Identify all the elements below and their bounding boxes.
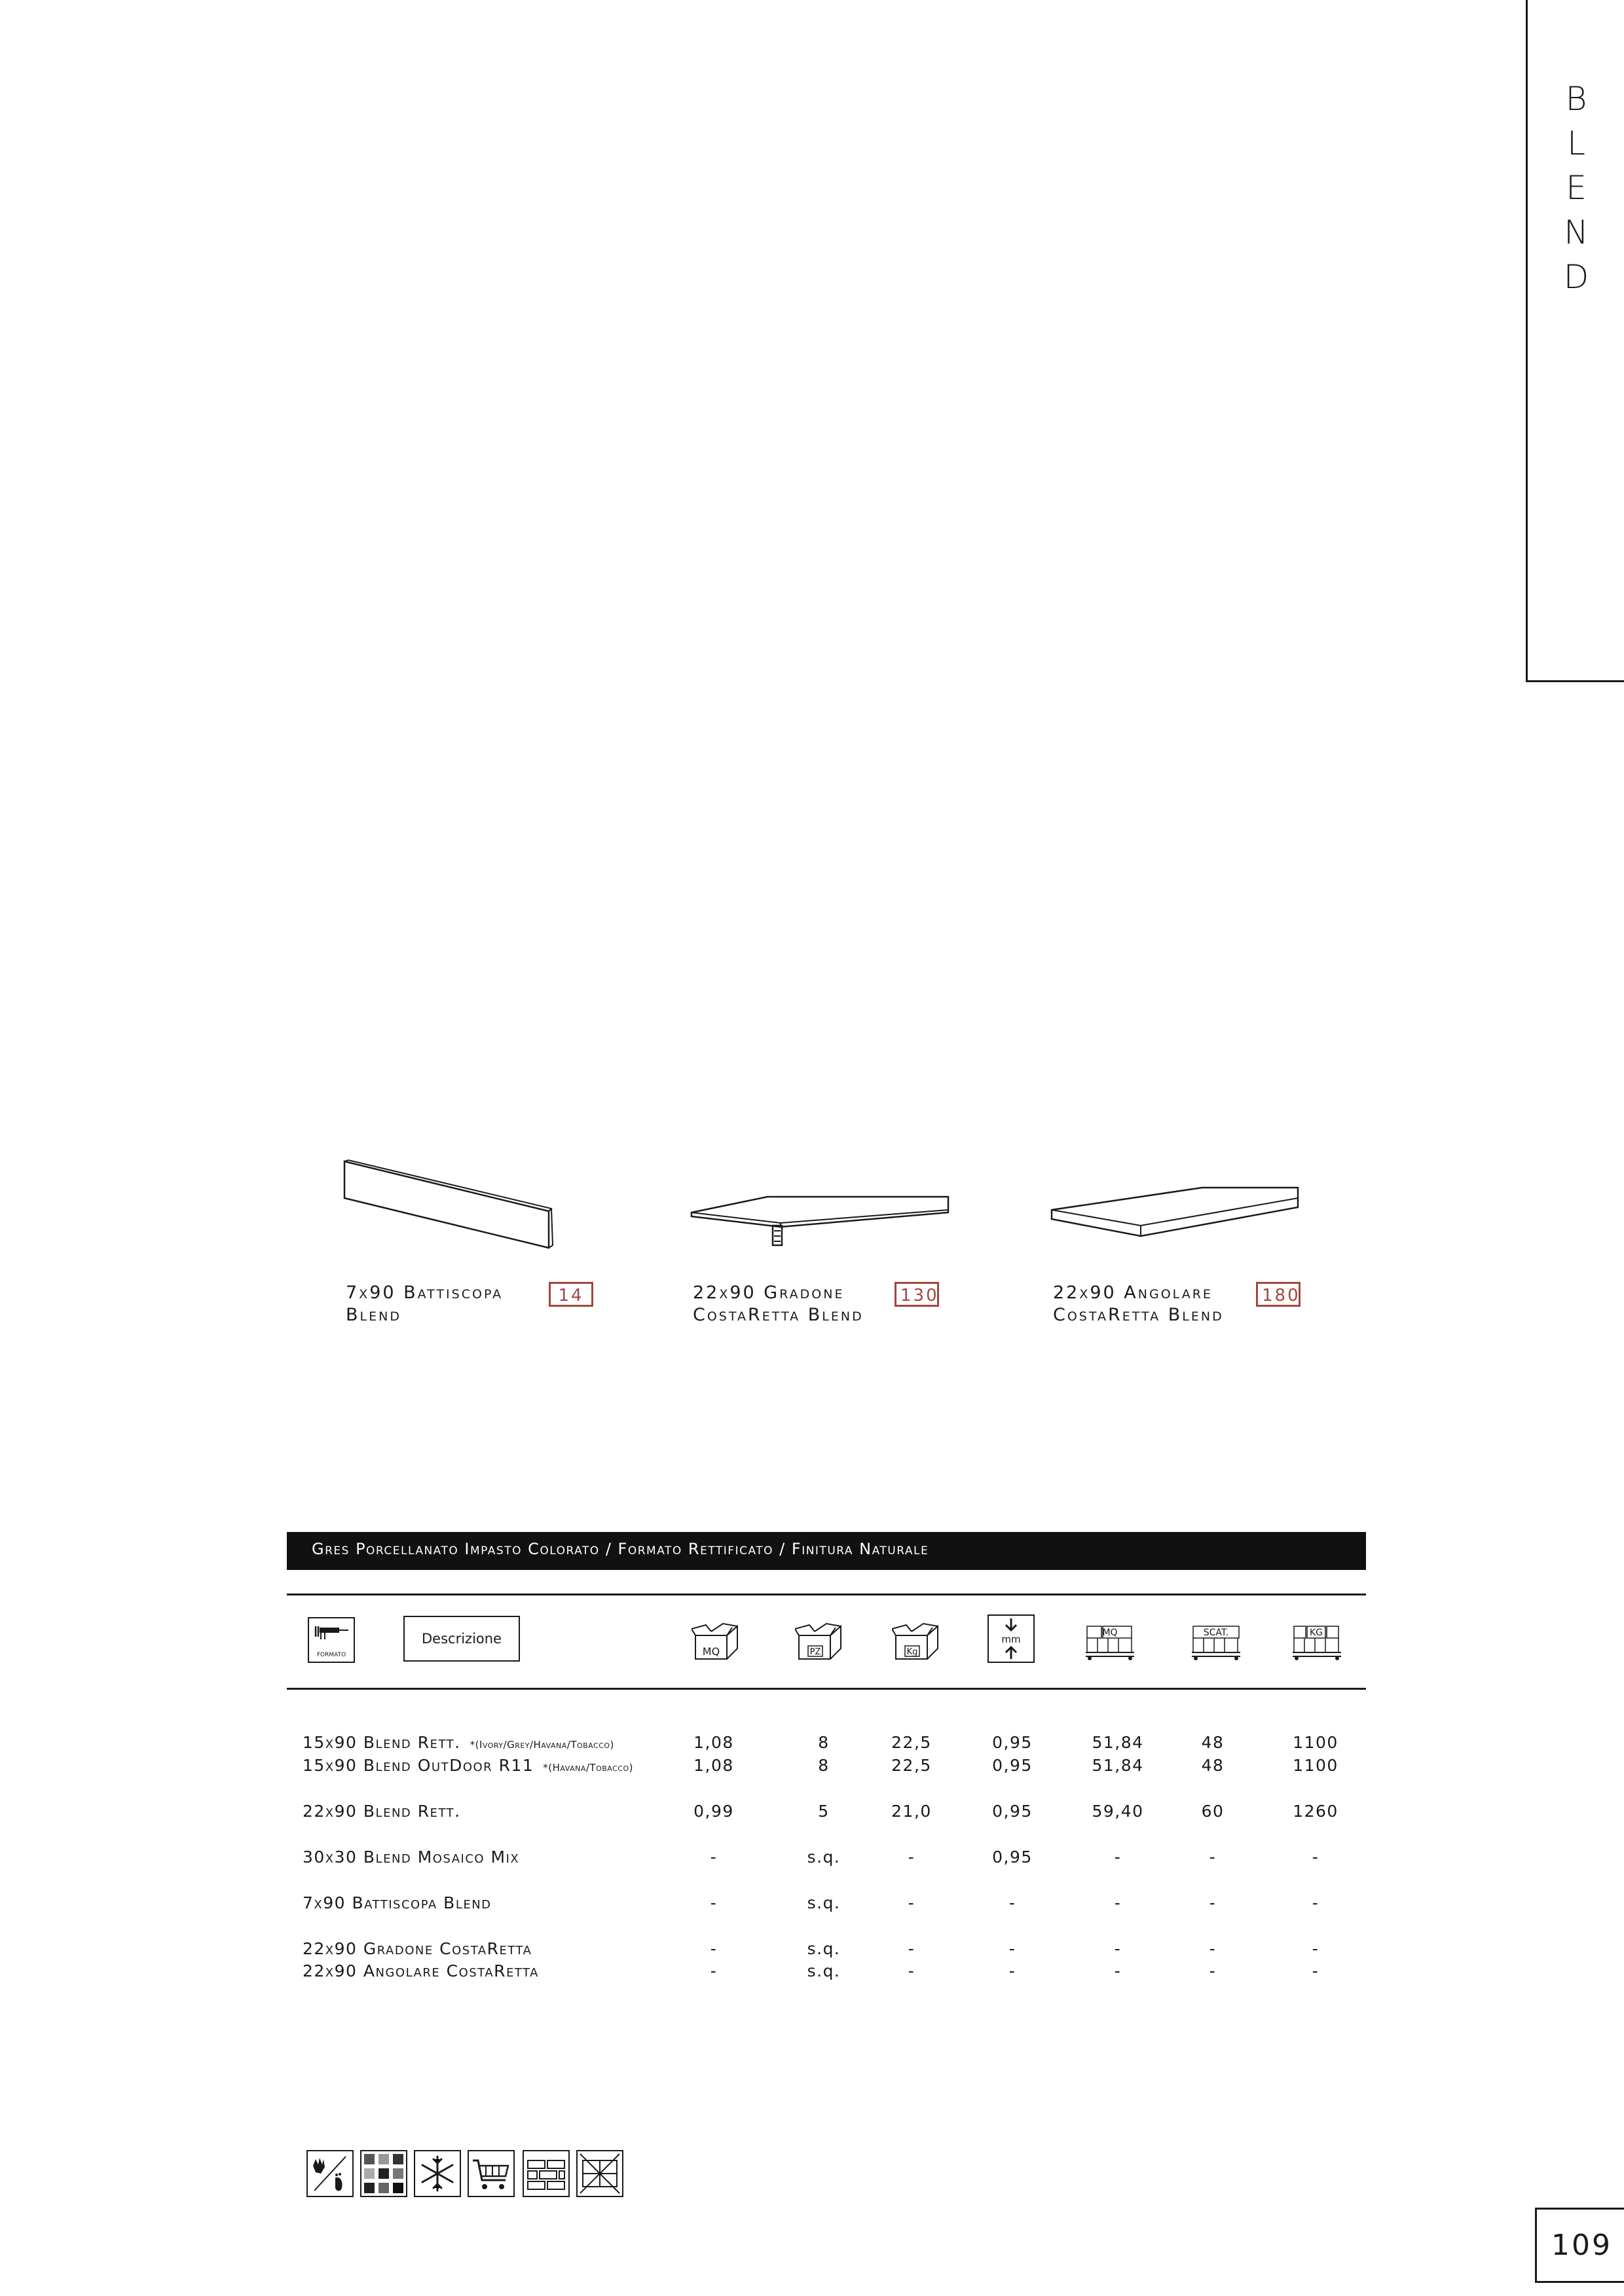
cell-pz: s.q. xyxy=(807,1939,841,1958)
table-row xyxy=(303,1800,1350,1823)
cell-kg: 22,5 xyxy=(891,1756,932,1775)
row-description: 22x90 Blend Rett. xyxy=(303,1802,461,1821)
row-description: 30x30 Blend Mosaico Mix xyxy=(303,1848,520,1867)
cell-kg: 21,0 xyxy=(891,1802,932,1821)
cell-mq: 1,08 xyxy=(693,1733,734,1752)
cell-mm: - xyxy=(1008,1961,1016,1980)
cell-pallet-scat: - xyxy=(1209,1893,1217,1912)
cell-kg: - xyxy=(908,1848,915,1867)
specification-banner xyxy=(287,1532,1366,1570)
table-row xyxy=(303,1732,1350,1754)
cell-pallet-scat: - xyxy=(1209,1961,1217,1980)
cell-pallet-kg: - xyxy=(1312,1848,1320,1867)
product-code-badge: 130 xyxy=(895,1282,939,1307)
product-code-badge: 180 xyxy=(1256,1282,1301,1307)
frost-resistant-icon xyxy=(414,2150,461,2197)
banner-text: Gres Porcellanato Impasto Colorato / Formato Rettificato / Finitura Naturale xyxy=(312,1540,929,1558)
cell-pz: 8 xyxy=(818,1733,830,1752)
side-tab xyxy=(1526,0,1624,682)
angolare-drawing xyxy=(1049,1184,1304,1256)
cell-pallet-kg: 1100 xyxy=(1293,1756,1338,1775)
cell-pallet-scat: 60 xyxy=(1201,1802,1225,1821)
cell-pallet-kg: - xyxy=(1312,1939,1320,1958)
side-letter: B xyxy=(1565,80,1589,118)
cell-pz: 8 xyxy=(818,1756,830,1775)
cell-pallet-mq: - xyxy=(1114,1939,1122,1958)
thickness-mm-icon xyxy=(987,1614,1035,1663)
row-description: 22x90 Angolare CostaRetta xyxy=(303,1961,539,1980)
cell-kg: 22,5 xyxy=(891,1733,932,1752)
row-description: 7x90 Battiscopa Blend xyxy=(303,1893,492,1912)
cell-pallet-mq: - xyxy=(1114,1893,1122,1912)
cell-mq: - xyxy=(710,1893,718,1912)
box-kg-icon xyxy=(892,1621,944,1663)
cell-mm: 0,95 xyxy=(992,1802,1033,1821)
formato-icon xyxy=(308,1617,355,1663)
svg-text:MQ: MQ xyxy=(1102,1628,1118,1638)
svg-text:PZ: PZ xyxy=(809,1647,821,1657)
cell-mq: 0,99 xyxy=(693,1802,734,1821)
side-letter: E xyxy=(1566,169,1588,207)
product-code-badge: 14 xyxy=(549,1282,593,1307)
product-label: 22x90 Gradone CostaRetta Blend xyxy=(693,1283,864,1325)
page-number: 109 xyxy=(1535,2208,1624,2283)
row-description: 15x90 Blend Rett. *(Ivory/Grey/Havana/Tobacco) xyxy=(303,1733,614,1752)
cell-pallet-kg: - xyxy=(1312,1893,1320,1912)
cell-mm: 0,95 xyxy=(992,1733,1033,1752)
cell-mq: - xyxy=(710,1848,718,1867)
pallet-weight-icon xyxy=(1293,1624,1342,1662)
box-mq-icon xyxy=(692,1621,744,1663)
cell-mm: 0,95 xyxy=(992,1756,1033,1775)
cell-mq: - xyxy=(710,1939,718,1958)
cell-pallet-kg: 1260 xyxy=(1293,1802,1338,1821)
cell-pallet-mq: 59,40 xyxy=(1092,1802,1144,1821)
cell-mm: 0,95 xyxy=(992,1848,1033,1867)
gradone-drawing xyxy=(689,1193,951,1252)
cell-pz: 5 xyxy=(818,1802,830,1821)
cell-mq: - xyxy=(710,1961,718,1980)
header-top-rule xyxy=(287,1594,1366,1595)
product-label: 22x90 Angolare CostaRetta Blend xyxy=(1053,1283,1224,1325)
cell-pallet-scat: 48 xyxy=(1201,1756,1225,1775)
svg-text:SCAT.: SCAT. xyxy=(1203,1628,1229,1638)
cell-pz: s.q. xyxy=(807,1893,841,1912)
side-letter: L xyxy=(1567,124,1587,162)
descrizione-header: Descrizione xyxy=(403,1616,520,1662)
row-description: 22x90 Gradone CostaRetta xyxy=(303,1939,532,1958)
crossed-tile-icon xyxy=(576,2150,623,2197)
pallet-mq-icon xyxy=(1086,1624,1135,1662)
table-row xyxy=(303,1755,1350,1777)
cell-pallet-kg: - xyxy=(1312,1961,1320,1980)
header-bottom-rule xyxy=(287,1688,1366,1690)
cell-mm: - xyxy=(1008,1939,1016,1958)
cell-mq: 1,08 xyxy=(693,1756,734,1775)
cell-pallet-mq: 51,84 xyxy=(1092,1733,1144,1752)
cell-pallet-mq: - xyxy=(1114,1848,1122,1867)
battiscopa-drawing xyxy=(341,1159,557,1250)
collection-name-vertical xyxy=(1528,77,1624,299)
svg-text:KG: KG xyxy=(1309,1628,1323,1638)
table-row xyxy=(303,1846,1350,1868)
cell-pallet-mq: - xyxy=(1114,1961,1122,1980)
table-row xyxy=(303,1892,1350,1914)
cell-pallet-scat: - xyxy=(1209,1848,1217,1867)
table-row xyxy=(303,1960,1350,1982)
cell-pz: s.q. xyxy=(807,1848,841,1867)
cell-pallet-kg: 1100 xyxy=(1293,1733,1338,1752)
cell-kg: - xyxy=(908,1893,915,1912)
pallet-cart-icon xyxy=(468,2150,515,2197)
cell-mm: - xyxy=(1008,1893,1016,1912)
cell-kg: - xyxy=(908,1961,915,1980)
cell-kg: - xyxy=(908,1939,915,1958)
pallet-boxes-icon xyxy=(1192,1624,1242,1662)
row-description: 15x90 Blend OutDoor R11 *(Havana/Tobacco) xyxy=(303,1756,633,1775)
slip-resistance-icon xyxy=(306,2150,354,2197)
side-letter: D xyxy=(1563,258,1591,296)
cell-pallet-mq: 51,84 xyxy=(1092,1756,1144,1775)
cell-pallet-scat: 48 xyxy=(1201,1733,1225,1752)
table-row xyxy=(303,1938,1350,1960)
cell-pz: s.q. xyxy=(807,1961,841,1980)
svg-text:FORMATO: FORMATO xyxy=(316,1652,346,1658)
svg-text:MQ: MQ xyxy=(702,1645,720,1658)
shade-variation-icon xyxy=(360,2150,407,2197)
svg-text:mm: mm xyxy=(1001,1633,1021,1645)
side-letter: N xyxy=(1564,213,1590,251)
cell-pallet-scat: - xyxy=(1209,1939,1217,1958)
svg-text:Kg: Kg xyxy=(906,1647,918,1657)
box-pz-icon xyxy=(795,1621,847,1663)
wall-tile-icon xyxy=(523,2150,570,2197)
product-label: 7x90 Battiscopa Blend xyxy=(346,1283,504,1325)
